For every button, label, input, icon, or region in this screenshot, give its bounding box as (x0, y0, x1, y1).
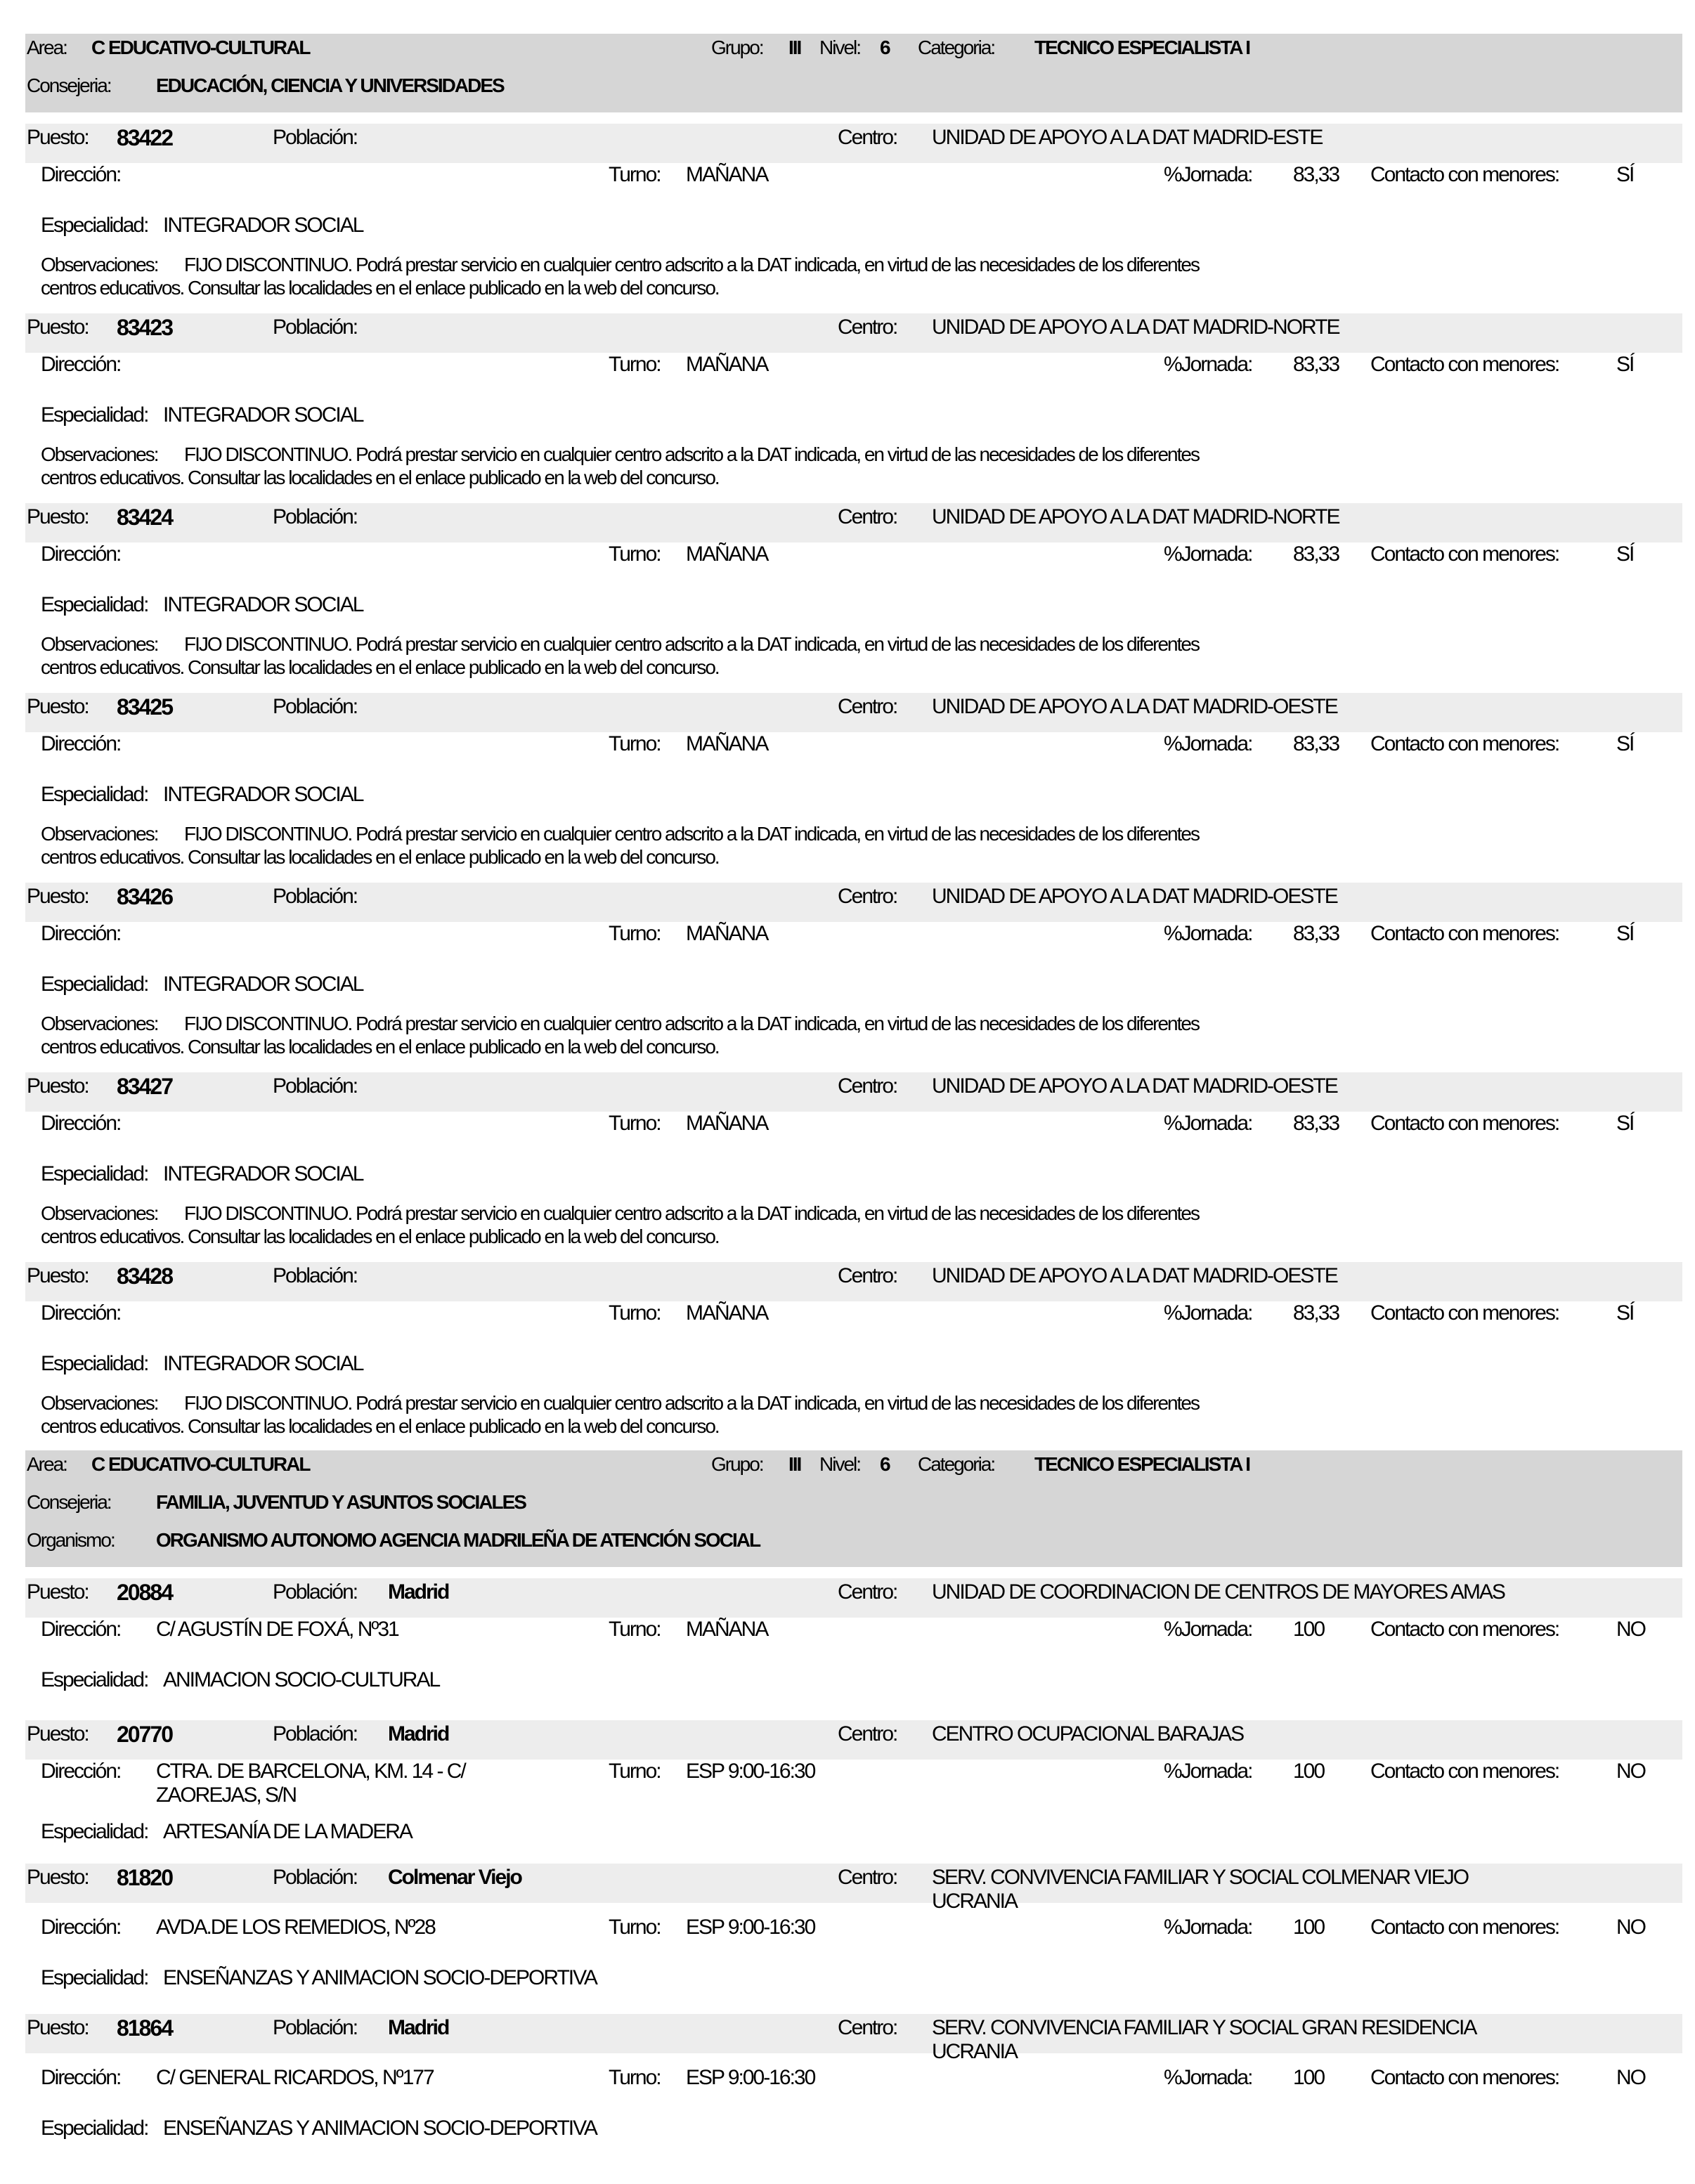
observaciones-line: FIJO DISCONTINUO. Podrá prestar servicio en cualquier centro adscrito a la DAT indicada, en virtud de las necesidades de los diferentes (184, 823, 1199, 845)
poblacion-label: Población: (273, 1074, 358, 1098)
nivel-label: Nivel: (819, 1453, 861, 1475)
centro-value: UNIDAD DE APOYO A LA DAT MADRID-OESTE (932, 695, 1337, 718)
consejeria-value: FAMILIA, JUVENTUD Y ASUNTOS SOCIALES (156, 1491, 526, 1513)
turno-value: MAÑANA (686, 542, 768, 566)
contacto-label: Contacto con menores: (1370, 353, 1559, 376)
observaciones-line: centros educativos. Consultar las localidades en el enlace publicado en la web del concurso. (41, 1036, 719, 1058)
turno-value: MAÑANA (686, 1618, 768, 1641)
poblacion-label: Población: (273, 1264, 358, 1287)
turno-value: MAÑANA (686, 163, 768, 186)
puesto-label: Puesto: (27, 2016, 89, 2039)
puesto-label: Puesto: (27, 1074, 89, 1098)
turno-value: ESP 9:00-16:30 (686, 2066, 815, 2089)
poblacion-label: Población: (273, 695, 358, 718)
poblacion-value: Madrid (388, 2016, 449, 2039)
observaciones-line: FIJO DISCONTINUO. Podrá prestar servicio en cualquier centro adscrito a la DAT indicada, en virtud de las necesidades de los diferentes (184, 1202, 1199, 1224)
direccion-value: AVDA.DE LOS REMEDIOS, Nº28 (156, 1916, 435, 1939)
especialidad-value: ENSEÑANZAS Y ANIMACION SOCIO-DEPORTIVA (163, 1966, 597, 1989)
observaciones-line: FIJO DISCONTINUO. Podrá prestar servicio en cualquier centro adscrito a la DAT indicada, en virtud de las necesidades de los diferentes (184, 254, 1199, 275)
centro-label: Centro: (838, 1074, 897, 1098)
turno-label: Turno: (609, 922, 661, 945)
jornada-value: 83,33 (1293, 1301, 1339, 1325)
jornada-value: 100 (1293, 1916, 1325, 1939)
poblacion-label: Población: (273, 1722, 358, 1746)
centro-value: SERV. CONVIVENCIA FAMILIAR Y SOCIAL COLMENAR VIEJO (932, 1866, 1469, 1889)
jornada-value: 100 (1293, 2066, 1325, 2089)
centro-value: UCRANIA (932, 2040, 1018, 2063)
puesto-number: 83424 (117, 505, 172, 530)
jornada-label: %Jornada: (1164, 1301, 1252, 1325)
puesto-number: 81864 (117, 2015, 172, 2041)
jornada-label: %Jornada: (1164, 1916, 1252, 1939)
puesto-label: Puesto: (27, 1722, 89, 1746)
direccion-label: Dirección: (41, 1112, 121, 1135)
observaciones-label: Observaciones: (41, 1392, 158, 1414)
jornada-value: 100 (1293, 1760, 1325, 1783)
especialidad-value: INTEGRADOR SOCIAL (163, 214, 363, 237)
organismo-label: Organismo: (27, 1529, 115, 1551)
centro-value: UNIDAD DE APOYO A LA DAT MADRID-NORTE (932, 505, 1339, 528)
puesto-label: Puesto: (27, 695, 89, 718)
observaciones-line: FIJO DISCONTINUO. Podrá prestar servicio en cualquier centro adscrito a la DAT indicada, en virtud de las necesidades de los diferentes (184, 633, 1199, 655)
especialidad-value: ENSEÑANZAS Y ANIMACION SOCIO-DEPORTIVA (163, 2117, 597, 2140)
organismo-value: ORGANISMO AUTONOMO AGENCIA MADRILEÑA DE ATENCIÓN SOCIAL (156, 1529, 760, 1551)
puesto-label: Puesto: (27, 1264, 89, 1287)
centro-label: Centro: (838, 1866, 897, 1889)
area-label: Area: (27, 37, 67, 58)
turno-value: MAÑANA (686, 1112, 768, 1135)
consejeria-value: EDUCACIÓN, CIENCIA Y UNIVERSIDADES (156, 74, 504, 96)
jornada-label: %Jornada: (1164, 732, 1252, 755)
poblacion-label: Población: (273, 505, 358, 528)
puesto-number: 83423 (117, 315, 172, 340)
especialidad-value: INTEGRADOR SOCIAL (163, 593, 363, 616)
direccion-label: Dirección: (41, 1301, 121, 1325)
especialidad-label: Especialidad: (41, 403, 148, 427)
especialidad-value: INTEGRADOR SOCIAL (163, 783, 363, 806)
turno-label: Turno: (609, 1112, 661, 1135)
turno-label: Turno: (609, 1618, 661, 1641)
grupo-value: III (788, 1453, 801, 1475)
turno-label: Turno: (609, 2066, 661, 2089)
area-label: Area: (27, 1453, 67, 1475)
jornada-value: 83,33 (1293, 922, 1339, 945)
direccion-label: Dirección: (41, 1618, 121, 1641)
especialidad-value: ANIMACION SOCIO-CULTURAL (163, 1668, 440, 1691)
centro-label: Centro: (838, 126, 897, 149)
observaciones-line: centros educativos. Consultar las localidades en el enlace publicado en la web del concurso. (41, 467, 719, 488)
direccion-label: Dirección: (41, 732, 121, 755)
turno-label: Turno: (609, 542, 661, 566)
categoria-label: Categoria: (918, 1453, 995, 1475)
puesto-number: 83422 (117, 125, 172, 150)
grupo-label: Grupo: (711, 1453, 763, 1475)
observaciones-label: Observaciones: (41, 443, 158, 465)
direccion-label: Dirección: (41, 2066, 121, 2089)
turno-value: ESP 9:00-16:30 (686, 1916, 815, 1939)
especialidad-value: ARTESANÍA DE LA MADERA (163, 1820, 412, 1843)
direccion-label: Dirección: (41, 542, 121, 566)
contacto-value: SÍ (1616, 922, 1634, 945)
contacto-label: Contacto con menores: (1370, 922, 1559, 945)
puesto-number: 81820 (117, 1865, 172, 1890)
poblacion-label: Población: (273, 2016, 358, 2039)
centro-label: Centro: (838, 695, 897, 718)
especialidad-label: Especialidad: (41, 1352, 148, 1375)
puesto-label: Puesto: (27, 1866, 89, 1889)
puesto-label: Puesto: (27, 316, 89, 339)
centro-label: Centro: (838, 1722, 897, 1746)
poblacion-label: Población: (273, 126, 358, 149)
especialidad-value: INTEGRADOR SOCIAL (163, 403, 363, 427)
contacto-value: SÍ (1616, 1301, 1634, 1325)
centro-label: Centro: (838, 1264, 897, 1287)
observaciones-label: Observaciones: (41, 1202, 158, 1224)
especialidad-label: Especialidad: (41, 593, 148, 616)
direccion-label: Dirección: (41, 1916, 121, 1939)
centro-value: UNIDAD DE COORDINACION DE CENTROS DE MAYORES AMAS (932, 1580, 1505, 1604)
centro-label: Centro: (838, 2016, 897, 2039)
especialidad-value: INTEGRADOR SOCIAL (163, 1162, 363, 1185)
turno-value: ESP 9:00-16:30 (686, 1760, 815, 1783)
turno-label: Turno: (609, 1301, 661, 1325)
poblacion-label: Población: (273, 1580, 358, 1604)
consejeria-label: Consejeria: (27, 74, 111, 96)
contacto-label: Contacto con menores: (1370, 1112, 1559, 1135)
centro-label: Centro: (838, 885, 897, 908)
categoria-label: Categoria: (918, 37, 995, 58)
direccion-value: C/ AGUSTÍN DE FOXÁ, Nº31 (156, 1618, 398, 1641)
especialidad-label: Especialidad: (41, 1966, 148, 1989)
puesto-label: Puesto: (27, 126, 89, 149)
jornada-value: 83,33 (1293, 1112, 1339, 1135)
nivel-value: 6 (880, 1453, 890, 1475)
poblacion-label: Población: (273, 1866, 358, 1889)
puesto-number: 20884 (117, 1580, 172, 1605)
contacto-label: Contacto con menores: (1370, 2066, 1559, 2089)
centro-label: Centro: (838, 316, 897, 339)
direccion-label: Dirección: (41, 1760, 121, 1783)
turno-value: MAÑANA (686, 353, 768, 376)
consejeria-label: Consejeria: (27, 1491, 111, 1513)
direccion-label: Dirección: (41, 353, 121, 376)
contacto-label: Contacto con menores: (1370, 542, 1559, 566)
jornada-label: %Jornada: (1164, 163, 1252, 186)
centro-label: Centro: (838, 1580, 897, 1604)
observaciones-line: centros educativos. Consultar las localidades en el enlace publicado en la web del concurso. (41, 277, 719, 299)
direccion-value: ZAOREJAS, S/N (156, 1783, 297, 1807)
turno-value: MAÑANA (686, 922, 768, 945)
turno-value: MAÑANA (686, 732, 768, 755)
observaciones-label: Observaciones: (41, 254, 158, 275)
contacto-label: Contacto con menores: (1370, 1916, 1559, 1939)
puesto-number: 83426 (117, 884, 172, 909)
jornada-value: 100 (1293, 1618, 1325, 1641)
centro-value: SERV. CONVIVENCIA FAMILIAR Y SOCIAL GRAN RESIDENCIA (932, 2016, 1476, 2039)
especialidad-value: INTEGRADOR SOCIAL (163, 1352, 363, 1375)
observaciones-line: centros educativos. Consultar las localidades en el enlace publicado en la web del concurso. (41, 1415, 719, 1437)
observaciones-line: FIJO DISCONTINUO. Podrá prestar servicio en cualquier centro adscrito a la DAT indicada, en virtud de las necesidades de los diferentes (184, 1392, 1199, 1414)
observaciones-line: FIJO DISCONTINUO. Podrá prestar servicio en cualquier centro adscrito a la DAT indicada, en virtud de las necesidades de los diferentes (184, 1013, 1199, 1034)
centro-value: UNIDAD DE APOYO A LA DAT MADRID-OESTE (932, 1264, 1337, 1287)
especialidad-label: Especialidad: (41, 2117, 148, 2140)
centro-value: UNIDAD DE APOYO A LA DAT MADRID-OESTE (932, 885, 1337, 908)
grupo-label: Grupo: (711, 37, 763, 58)
jornada-value: 83,33 (1293, 542, 1339, 566)
puesto-number: 83427 (117, 1074, 172, 1099)
jornada-label: %Jornada: (1164, 922, 1252, 945)
centro-value: CENTRO OCUPACIONAL BARAJAS (932, 1722, 1244, 1746)
direccion-value: CTRA. DE BARCELONA, KM. 14 - C/ (156, 1760, 465, 1783)
especialidad-label: Especialidad: (41, 783, 148, 806)
jornada-label: %Jornada: (1164, 353, 1252, 376)
turno-label: Turno: (609, 732, 661, 755)
jornada-label: %Jornada: (1164, 2066, 1252, 2089)
contacto-label: Contacto con menores: (1370, 1301, 1559, 1325)
poblacion-label: Población: (273, 316, 358, 339)
contacto-label: Contacto con menores: (1370, 163, 1559, 186)
direccion-label: Dirección: (41, 163, 121, 186)
observaciones-line: FIJO DISCONTINUO. Podrá prestar servicio en cualquier centro adscrito a la DAT indicada, en virtud de las necesidades de los diferentes (184, 443, 1199, 465)
nivel-label: Nivel: (819, 37, 861, 58)
turno-label: Turno: (609, 353, 661, 376)
poblacion-label: Población: (273, 885, 358, 908)
observaciones-line: centros educativos. Consultar las localidades en el enlace publicado en la web del concurso. (41, 1226, 719, 1247)
puesto-label: Puesto: (27, 885, 89, 908)
observaciones-label: Observaciones: (41, 823, 158, 845)
contacto-value: SÍ (1616, 542, 1634, 566)
jornada-label: %Jornada: (1164, 1618, 1252, 1641)
jornada-value: 83,33 (1293, 163, 1339, 186)
turno-label: Turno: (609, 1760, 661, 1783)
contacto-value: SÍ (1616, 1112, 1634, 1135)
categoria-value: TECNICO ESPECIALISTA I (1034, 1453, 1250, 1475)
centro-label: Centro: (838, 505, 897, 528)
jornada-label: %Jornada: (1164, 1760, 1252, 1783)
centro-value: UNIDAD DE APOYO A LA DAT MADRID-OESTE (932, 1074, 1337, 1098)
turno-value: MAÑANA (686, 1301, 768, 1325)
direccion-label: Dirección: (41, 922, 121, 945)
contacto-label: Contacto con menores: (1370, 1760, 1559, 1783)
especialidad-label: Especialidad: (41, 214, 148, 237)
contacto-value: SÍ (1616, 732, 1634, 755)
poblacion-value: Madrid (388, 1722, 449, 1746)
contacto-value: SÍ (1616, 353, 1634, 376)
puesto-number: 83425 (117, 694, 172, 720)
especialidad-label: Especialidad: (41, 1162, 148, 1185)
observaciones-label: Observaciones: (41, 1013, 158, 1034)
contacto-value: SÍ (1616, 163, 1634, 186)
observaciones-line: centros educativos. Consultar las localidades en el enlace publicado en la web del concurso. (41, 656, 719, 678)
area-value: C EDUCATIVO-CULTURAL (91, 1453, 310, 1475)
contacto-label: Contacto con menores: (1370, 1618, 1559, 1641)
puesto-label: Puesto: (27, 1580, 89, 1604)
poblacion-value: Madrid (388, 1580, 449, 1604)
direccion-value: C/ GENERAL RICARDOS, Nº177 (156, 2066, 434, 2089)
puesto-label: Puesto: (27, 505, 89, 528)
especialidad-value: INTEGRADOR SOCIAL (163, 973, 363, 996)
jornada-label: %Jornada: (1164, 542, 1252, 566)
jornada-value: 83,33 (1293, 732, 1339, 755)
contacto-value: NO (1616, 1618, 1645, 1641)
contacto-value: NO (1616, 1916, 1645, 1939)
puesto-number: 83428 (117, 1263, 172, 1289)
observaciones-line: centros educativos. Consultar las localidades en el enlace publicado en la web del concurso. (41, 846, 719, 868)
turno-label: Turno: (609, 163, 661, 186)
especialidad-label: Especialidad: (41, 1820, 148, 1843)
observaciones-label: Observaciones: (41, 633, 158, 655)
grupo-value: III (788, 37, 801, 58)
centro-value: UNIDAD DE APOYO A LA DAT MADRID-ESTE (932, 126, 1323, 149)
categoria-value: TECNICO ESPECIALISTA I (1034, 37, 1250, 58)
especialidad-label: Especialidad: (41, 973, 148, 996)
centro-value: UCRANIA (932, 1890, 1018, 1913)
area-value: C EDUCATIVO-CULTURAL (91, 37, 310, 58)
centro-value: UNIDAD DE APOYO A LA DAT MADRID-NORTE (932, 316, 1339, 339)
poblacion-value: Colmenar Viejo (388, 1866, 521, 1889)
contacto-value: NO (1616, 1760, 1645, 1783)
jornada-value: 83,33 (1293, 353, 1339, 376)
contacto-value: NO (1616, 2066, 1645, 2089)
nivel-value: 6 (880, 37, 890, 58)
puesto-number: 20770 (117, 1722, 172, 1747)
especialidad-label: Especialidad: (41, 1668, 148, 1691)
contacto-label: Contacto con menores: (1370, 732, 1559, 755)
turno-label: Turno: (609, 1916, 661, 1939)
jornada-label: %Jornada: (1164, 1112, 1252, 1135)
